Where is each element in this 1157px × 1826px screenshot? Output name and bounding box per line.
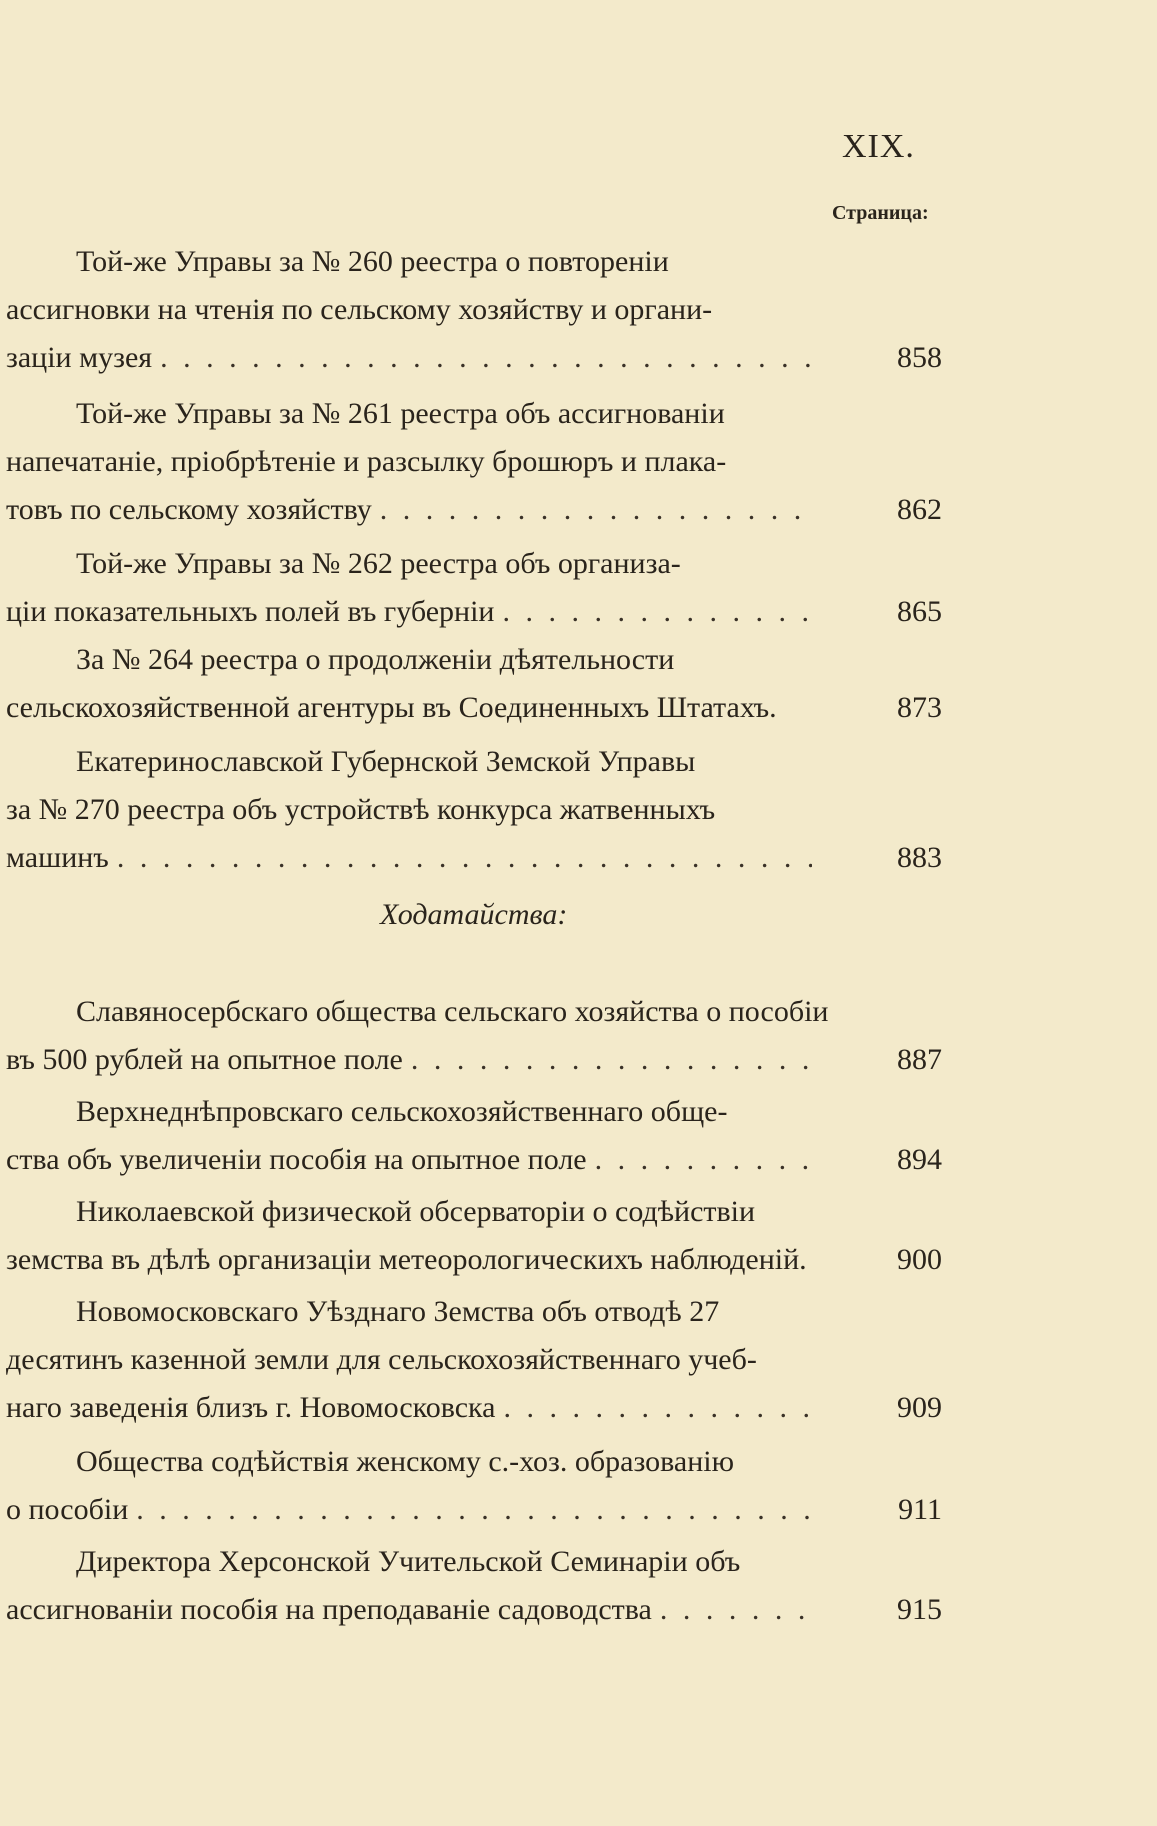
entry-text-line: [6, 1136, 942, 1184]
page-number: 862: [897, 493, 942, 526]
entry-text-line: [6, 1486, 942, 1534]
page-number: 911: [898, 1493, 942, 1526]
toc-entry: [6, 238, 942, 382]
page-number: 865: [897, 595, 942, 628]
entry-text: ства объ увеличеніи пособія на опытное поле: [6, 1143, 587, 1176]
toc-entry: [6, 1538, 942, 1634]
entry-text-line: Той-же Управы за № 261 реестра объ ассигнованіи: [76, 397, 725, 430]
entry-text-line: Новомосковскаго Уѣзднаго Земства объ отводѣ 27: [76, 1295, 720, 1328]
entry-text-line: Той-же Управы за № 260 реестра о повтореніи: [76, 245, 669, 278]
page-column-label: Страница:: [832, 202, 929, 224]
toc-entry: [6, 1288, 942, 1432]
dot-leader: [403, 1036, 812, 1084]
page-number: 894: [897, 1143, 942, 1176]
entry-text: сельскохозяйственной агентуры въ Соединенныхъ Штатахъ.: [6, 691, 777, 724]
dot-leader: [152, 334, 812, 382]
entry-text-line: [6, 588, 942, 636]
dot-leader: [494, 588, 812, 636]
entry-text-line: Екатеринославской Губернской Земской Управы: [76, 745, 696, 778]
toc-entry: [6, 540, 942, 636]
dot-leader: [128, 1486, 812, 1534]
page-number: 887: [897, 1043, 942, 1076]
toc-entry: [6, 1188, 942, 1284]
page-number: 915: [897, 1593, 942, 1626]
entry-text-line: [6, 334, 942, 382]
entry-text: въ 500 рублей на опытное поле: [6, 1043, 403, 1076]
entry-text-line: [6, 1236, 942, 1284]
toc-entry: [6, 738, 942, 882]
section-title: Ходатайства:: [380, 898, 568, 931]
entry-text-line: Славяносербскаго общества сельскаго хозяйства о пособіи: [76, 995, 829, 1028]
entry-text-line: [6, 834, 942, 882]
page-number: 858: [897, 341, 942, 374]
entry-text-line: [6, 684, 942, 732]
toc-entry: [6, 1438, 942, 1534]
entry-text-line: Николаевской физической обсерваторіи о содѣйствіи: [76, 1195, 756, 1228]
entry-text-line: Верхнеднѣпровскаго сельскохозяйственнаго обще-: [76, 1095, 728, 1128]
toc-entry: [6, 636, 942, 732]
toc-entry: [6, 390, 942, 534]
entry-text: заціи музея: [6, 341, 153, 374]
entry-text-line: напечатаніе, пріобрѣтеніе и разсылку брошюръ и плака-: [6, 445, 727, 478]
page-number: 909: [897, 1391, 942, 1424]
page-number: 900: [897, 1243, 942, 1276]
entry-text-line: [6, 1384, 942, 1432]
dot-leader: [587, 1136, 812, 1184]
entry-text-line: За № 264 реестра о продолженіи дѣятельности: [76, 643, 675, 676]
entry-text: ассигнованіи пособія на преподаваніе садоводства: [6, 1593, 652, 1626]
entry-text-line: десятинъ казенной земли для сельскохозяйственнаго учеб-: [6, 1343, 757, 1376]
page-number: 883: [897, 841, 942, 874]
entry-text-line: Директора Херсонской Учительской Семинаріи объ: [76, 1545, 741, 1578]
dot-leader: [495, 1384, 812, 1432]
entry-text: земства въ дѣлѣ организаціи метеорологическихъ наблюденій.: [6, 1243, 807, 1276]
dot-leader: [372, 486, 812, 534]
entry-text: наго заведенія близъ г. Новомосковска: [6, 1391, 496, 1424]
toc-entry: [6, 988, 942, 1084]
entry-text-line: [6, 1036, 942, 1084]
entry-text: о пособіи: [6, 1493, 129, 1526]
page-number: 873: [897, 691, 942, 724]
dot-leader: [652, 1586, 812, 1634]
entry-text-line: [6, 486, 942, 534]
entry-text-line: [6, 1586, 942, 1634]
toc-entry: [6, 1088, 942, 1184]
dot-leader: [109, 834, 812, 882]
entry-text-line: за № 270 реестра объ устройствѣ конкурса жатвенныхъ: [6, 793, 716, 826]
entry-text-line: ассигновки на чтенія по сельскому хозяйству и органи-: [6, 293, 713, 326]
entry-text: машинъ: [6, 841, 109, 874]
entry-text-line: Общества содѣйствія женскому с.-хоз. образованію: [76, 1445, 735, 1478]
page-folio: XIX.: [842, 128, 915, 165]
entry-text: товъ по сельскому хозяйству: [6, 493, 372, 526]
entry-text-line: Той-же Управы за № 262 реестра объ организа-: [76, 547, 681, 580]
entry-text: ціи показательныхъ полей въ губерніи: [6, 595, 495, 628]
